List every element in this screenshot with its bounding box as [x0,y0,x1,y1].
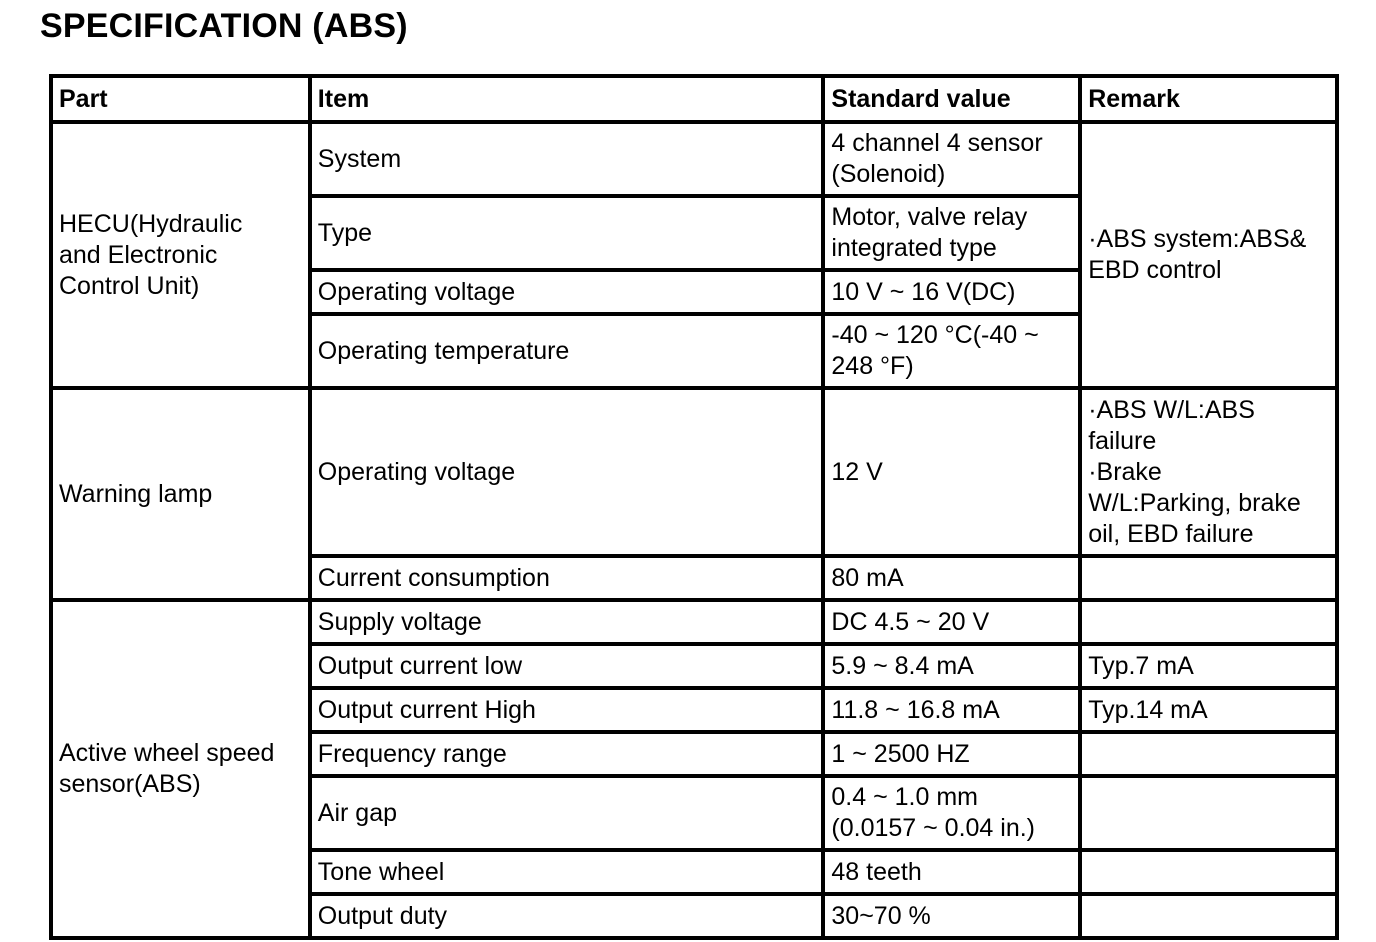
remark-cell [1080,732,1337,776]
remark-cell [1080,556,1337,600]
header-remark: Remark [1080,76,1337,122]
value-cell: 5.9 ~ 8.4 mA [823,644,1080,688]
part-wheel-speed-sensor: Active wheel speed sensor(ABS) [51,600,310,938]
part-hecu: HECU(Hydraulic and Electronic Control Unit) [51,122,310,388]
item-cell: Current consumption [310,556,824,600]
header-standard-value: Standard value [823,76,1080,122]
part-warning-lamp: Warning lamp [51,388,310,600]
value-cell: Motor, valve relay integrated type [823,196,1080,270]
item-cell: Operating voltage [310,270,824,314]
value-cell: 12 V [823,388,1080,556]
item-cell: Supply voltage [310,600,824,644]
item-cell: Operating temperature [310,314,824,388]
item-cell: Output duty [310,894,824,938]
remark-hecu: ·ABS system:ABS& EBD control [1080,122,1337,388]
item-cell: Frequency range [310,732,824,776]
item-cell: Operating voltage [310,388,824,556]
value-cell: 30~70 % [823,894,1080,938]
value-cell: 1 ~ 2500 HZ [823,732,1080,776]
item-cell: Output current High [310,688,824,732]
table-row [51,388,1337,556]
remark-cell: Typ.14 mA [1080,688,1337,732]
value-cell: 0.4 ~ 1.0 mm (0.0157 ~ 0.04 in.) [823,776,1080,850]
value-cell: -40 ~ 120 °C(-40 ~ 248 °F) [823,314,1080,388]
item-cell: Type [310,196,824,270]
table-row [51,122,1337,196]
value-cell: 10 V ~ 16 V(DC) [823,270,1080,314]
table-row [51,600,1337,644]
item-cell: System [310,122,824,196]
item-cell: Air gap [310,776,824,850]
remark-cell [1080,776,1337,850]
item-cell: Output current low [310,644,824,688]
remark-cell [1080,894,1337,938]
remark-cell [1080,850,1337,894]
value-cell: 11.8 ~ 16.8 mA [823,688,1080,732]
table-header-row [51,76,1337,122]
value-cell: DC 4.5 ~ 20 V [823,600,1080,644]
spec-table [49,74,1339,940]
item-cell: Tone wheel [310,850,824,894]
value-cell: 4 channel 4 sensor (Solenoid) [823,122,1080,196]
header-part: Part [51,76,310,122]
page-title: SPECIFICATION (ABS) [40,7,408,45]
header-item: Item [310,76,824,122]
value-cell: 80 mA [823,556,1080,600]
remark-cell: Typ.7 mA [1080,644,1337,688]
remark-cell [1080,600,1337,644]
remark-cell: ·ABS W/L:ABS failure ·Brake W/L:Parking, brake oil, EBD failure [1080,388,1337,556]
value-cell: 48 teeth [823,850,1080,894]
